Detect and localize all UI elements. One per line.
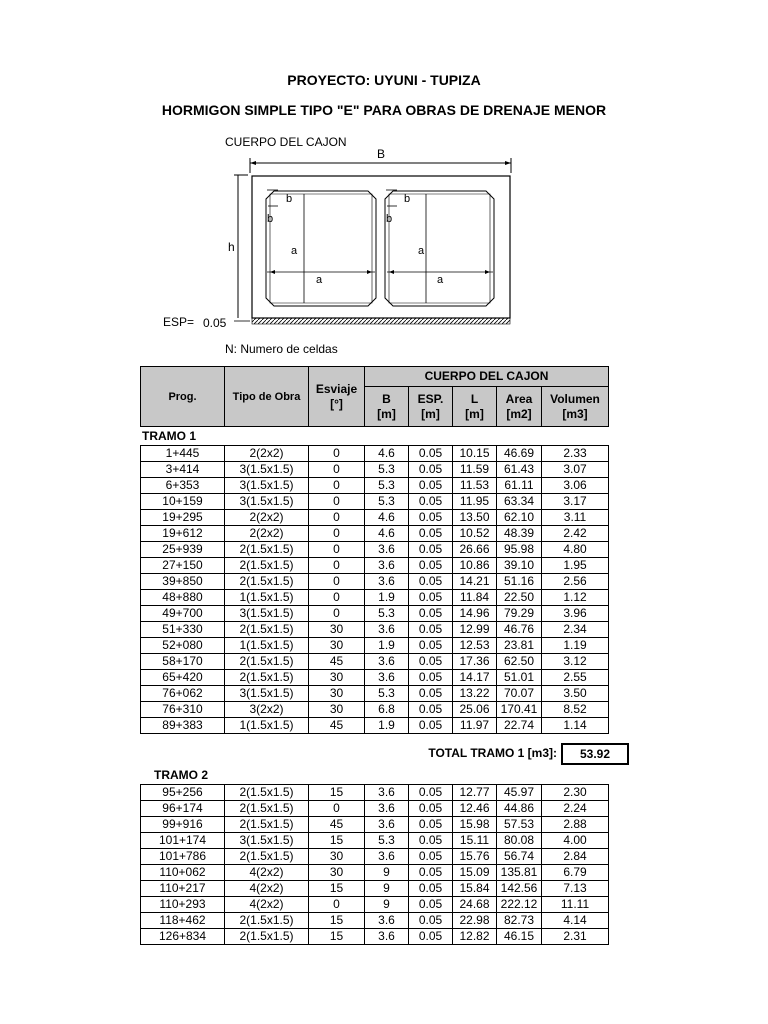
cell-tipo-obra: 2(1.5x1.5) bbox=[225, 558, 309, 574]
cell-esp: 0.05 bbox=[409, 686, 453, 702]
cell-b: 5.3 bbox=[365, 462, 409, 478]
cell-prog: 76+310 bbox=[141, 702, 225, 718]
cell-esp: 0.05 bbox=[409, 510, 453, 526]
cell-area: 62.50 bbox=[497, 654, 542, 670]
cell-esp: 0.05 bbox=[409, 718, 453, 734]
cell-l: 11.53 bbox=[453, 478, 497, 494]
cell-l: 12.99 bbox=[453, 622, 497, 638]
cell-esviaje: 0 bbox=[309, 897, 365, 913]
cell-volumen: 4.14 bbox=[542, 913, 609, 929]
cell-count-note: N: Numero de celdas bbox=[225, 342, 338, 356]
cell-prog: 58+170 bbox=[141, 654, 225, 670]
table-row bbox=[141, 686, 609, 702]
cell-volumen: 1.19 bbox=[542, 638, 609, 654]
cell-tipo-obra: 2(2x2) bbox=[225, 510, 309, 526]
cell-area: 62.10 bbox=[497, 510, 542, 526]
cell-area: 46.76 bbox=[497, 622, 542, 638]
table-row bbox=[141, 849, 609, 865]
cell-esviaje: 30 bbox=[309, 622, 365, 638]
cell-b: 3.6 bbox=[365, 785, 409, 801]
cell-b: 3.6 bbox=[365, 801, 409, 817]
esp-value: 0.05 bbox=[203, 316, 227, 330]
cell-tipo-obra: 4(2x2) bbox=[225, 897, 309, 913]
cell-l: 15.09 bbox=[453, 865, 497, 881]
cell-l: 15.98 bbox=[453, 817, 497, 833]
cell-area: 61.43 bbox=[497, 462, 542, 478]
cell-prog: 99+916 bbox=[141, 817, 225, 833]
cell-b: 3.6 bbox=[365, 929, 409, 945]
cell-esviaje: 30 bbox=[309, 686, 365, 702]
cell-esviaje: 0 bbox=[309, 462, 365, 478]
cell-prog: 49+700 bbox=[141, 606, 225, 622]
table-row bbox=[141, 462, 609, 478]
cell-area: 142.56 bbox=[497, 881, 542, 897]
header-esviaje: Esviaje [°] bbox=[309, 367, 365, 427]
cell-volumen: 1.14 bbox=[542, 718, 609, 734]
cell-prog: 101+786 bbox=[141, 849, 225, 865]
culvert-cell-2 bbox=[385, 191, 494, 306]
table-row bbox=[141, 881, 609, 897]
label-h-height: h bbox=[228, 240, 235, 254]
table-row bbox=[141, 558, 609, 574]
cell-esp: 0.05 bbox=[409, 542, 453, 558]
cell-area: 70.07 bbox=[497, 686, 542, 702]
cell-area: 46.15 bbox=[497, 929, 542, 945]
cell-area: 80.08 bbox=[497, 833, 542, 849]
cell-l: 11.84 bbox=[453, 590, 497, 606]
cell-volumen: 4.80 bbox=[542, 542, 609, 558]
cell-prog: 48+880 bbox=[141, 590, 225, 606]
cell-volumen: 3.11 bbox=[542, 510, 609, 526]
cell-area: 22.50 bbox=[497, 590, 542, 606]
cell-tipo-obra: 4(2x2) bbox=[225, 881, 309, 897]
cell-tipo-obra: 3(1.5x1.5) bbox=[225, 494, 309, 510]
cell-l: 15.11 bbox=[453, 833, 497, 849]
cell-prog: 126+834 bbox=[141, 929, 225, 945]
cell-prog: 1+445 bbox=[141, 446, 225, 462]
cell-esp: 0.05 bbox=[409, 881, 453, 897]
cell-l: 12.77 bbox=[453, 785, 497, 801]
cell-tipo-obra: 4(2x2) bbox=[225, 865, 309, 881]
cell-tipo-obra: 3(1.5x1.5) bbox=[225, 478, 309, 494]
cell-esviaje: 30 bbox=[309, 865, 365, 881]
cell-area: 48.39 bbox=[497, 526, 542, 542]
cell-l: 15.84 bbox=[453, 881, 497, 897]
table-row bbox=[141, 801, 609, 817]
cell-area: 57.53 bbox=[497, 817, 542, 833]
cell-volumen: 3.07 bbox=[542, 462, 609, 478]
diagram-caption: CUERPO DEL CAJON bbox=[225, 135, 347, 149]
cell-esviaje: 45 bbox=[309, 817, 365, 833]
cell-esviaje: 15 bbox=[309, 881, 365, 897]
total-tramo-1-label: TOTAL TRAMO 1 [m3]: bbox=[428, 746, 557, 760]
cell-volumen: 2.34 bbox=[542, 622, 609, 638]
cell-volumen: 2.84 bbox=[542, 849, 609, 865]
cell-esp: 0.05 bbox=[409, 654, 453, 670]
table-row bbox=[141, 606, 609, 622]
header-esp: ESP. [m] bbox=[409, 387, 453, 427]
cell-tipo-obra: 2(1.5x1.5) bbox=[225, 929, 309, 945]
cell-esp: 0.05 bbox=[409, 785, 453, 801]
cell-esp: 0.05 bbox=[409, 849, 453, 865]
cell-area: 45.97 bbox=[497, 785, 542, 801]
cell-b: 9 bbox=[365, 865, 409, 881]
cell-b: 4.6 bbox=[365, 446, 409, 462]
cell-tipo-obra: 3(2x2) bbox=[225, 702, 309, 718]
cell-b: 1.9 bbox=[365, 590, 409, 606]
cell-esviaje: 15 bbox=[309, 929, 365, 945]
cell-l: 14.21 bbox=[453, 574, 497, 590]
cell-esviaje: 0 bbox=[309, 494, 365, 510]
cell-l: 14.96 bbox=[453, 606, 497, 622]
cell-esp: 0.05 bbox=[409, 494, 453, 510]
cell-b: 3.6 bbox=[365, 849, 409, 865]
cell-area: 170.41 bbox=[497, 702, 542, 718]
cell-volumen: 2.33 bbox=[542, 446, 609, 462]
cell-l: 26.66 bbox=[453, 542, 497, 558]
cell-tipo-obra: 2(2x2) bbox=[225, 526, 309, 542]
cell-esp: 0.05 bbox=[409, 913, 453, 929]
cell-prog: 89+383 bbox=[141, 718, 225, 734]
cell-b: 3.6 bbox=[365, 913, 409, 929]
header-tipo-obra: Tipo de Obra bbox=[225, 367, 309, 427]
cell-b: 5.3 bbox=[365, 606, 409, 622]
cell-volumen: 1.95 bbox=[542, 558, 609, 574]
cell-volumen: 3.17 bbox=[542, 494, 609, 510]
cell-esp: 0.05 bbox=[409, 897, 453, 913]
table-row bbox=[141, 574, 609, 590]
cell-area: 51.16 bbox=[497, 574, 542, 590]
svg-text:a: a bbox=[437, 274, 444, 286]
cell-esviaje: 15 bbox=[309, 785, 365, 801]
table-row bbox=[141, 638, 609, 654]
cell-l: 13.22 bbox=[453, 686, 497, 702]
cell-area: 23.81 bbox=[497, 638, 542, 654]
cell-volumen: 4.00 bbox=[542, 833, 609, 849]
cell-esp: 0.05 bbox=[409, 833, 453, 849]
cell-b: 1.9 bbox=[365, 718, 409, 734]
cell-esviaje: 0 bbox=[309, 558, 365, 574]
cell-esviaje: 0 bbox=[309, 478, 365, 494]
cell-b: 3.6 bbox=[365, 817, 409, 833]
cell-volumen: 7.13 bbox=[542, 881, 609, 897]
cell-esviaje: 0 bbox=[309, 801, 365, 817]
cell-area: 51.01 bbox=[497, 670, 542, 686]
cell-l: 11.59 bbox=[453, 462, 497, 478]
table-header bbox=[140, 366, 609, 427]
cell-volumen: 2.55 bbox=[542, 670, 609, 686]
cell-area: 222.12 bbox=[497, 897, 542, 913]
cell-volumen: 2.42 bbox=[542, 526, 609, 542]
cell-b: 5.3 bbox=[365, 478, 409, 494]
cell-b: 3.6 bbox=[365, 558, 409, 574]
cell-volumen: 8.52 bbox=[542, 702, 609, 718]
cell-volumen: 6.79 bbox=[542, 865, 609, 881]
cell-area: 46.69 bbox=[497, 446, 542, 462]
cell-tipo-obra: 3(1.5x1.5) bbox=[225, 833, 309, 849]
cell-l: 13.50 bbox=[453, 510, 497, 526]
cell-tipo-obra: 2(1.5x1.5) bbox=[225, 801, 309, 817]
cell-esviaje: 45 bbox=[309, 654, 365, 670]
cell-volumen: 2.30 bbox=[542, 785, 609, 801]
cell-esp: 0.05 bbox=[409, 590, 453, 606]
cell-esviaje: 0 bbox=[309, 574, 365, 590]
cell-b: 3.6 bbox=[365, 574, 409, 590]
cell-area: 95.98 bbox=[497, 542, 542, 558]
total-tramo-1-value: 53.92 bbox=[561, 743, 629, 765]
label-esp: ESP= bbox=[163, 315, 195, 329]
cell-b: 3.6 bbox=[365, 670, 409, 686]
cell-tipo-obra: 2(1.5x1.5) bbox=[225, 654, 309, 670]
cell-prog: 19+295 bbox=[141, 510, 225, 526]
cell-esviaje: 45 bbox=[309, 718, 365, 734]
cell-b: 5.3 bbox=[365, 686, 409, 702]
cell-l: 24.68 bbox=[453, 897, 497, 913]
cell-b: 5.3 bbox=[365, 494, 409, 510]
cell-prog: 96+174 bbox=[141, 801, 225, 817]
cell-l: 12.46 bbox=[453, 801, 497, 817]
table-row bbox=[141, 702, 609, 718]
cell-l: 11.97 bbox=[453, 718, 497, 734]
cell-prog: 101+174 bbox=[141, 833, 225, 849]
cell-esviaje: 30 bbox=[309, 702, 365, 718]
table-row bbox=[141, 590, 609, 606]
cell-l: 14.17 bbox=[453, 670, 497, 686]
cell-b: 5.3 bbox=[365, 833, 409, 849]
cell-l: 17.36 bbox=[453, 654, 497, 670]
cell-area: 135.81 bbox=[497, 865, 542, 881]
cell-volumen: 11.11 bbox=[542, 897, 609, 913]
svg-text:b: b bbox=[386, 213, 393, 225]
cell-esp: 0.05 bbox=[409, 702, 453, 718]
cell-l: 12.53 bbox=[453, 638, 497, 654]
cell-volumen: 3.12 bbox=[542, 654, 609, 670]
cell-tipo-obra: 2(1.5x1.5) bbox=[225, 622, 309, 638]
cell-prog: 95+256 bbox=[141, 785, 225, 801]
table-row bbox=[141, 897, 609, 913]
cell-tipo-obra: 2(1.5x1.5) bbox=[225, 542, 309, 558]
table-row bbox=[141, 865, 609, 881]
cell-esp: 0.05 bbox=[409, 865, 453, 881]
header-b: B [m] bbox=[365, 387, 409, 427]
cell-tipo-obra: 2(1.5x1.5) bbox=[225, 670, 309, 686]
cell-area: 82.73 bbox=[497, 913, 542, 929]
table-row bbox=[141, 670, 609, 686]
cell-esviaje: 30 bbox=[309, 670, 365, 686]
label-b-chamfer: b bbox=[286, 193, 293, 205]
cell-esp: 0.05 bbox=[409, 622, 453, 638]
cell-area: 22.74 bbox=[497, 718, 542, 734]
table-row bbox=[141, 478, 609, 494]
cell-volumen: 2.24 bbox=[542, 801, 609, 817]
header-area: Area [m2] bbox=[497, 387, 542, 427]
cell-prog: 110+062 bbox=[141, 865, 225, 881]
cell-esp: 0.05 bbox=[409, 606, 453, 622]
table-row bbox=[141, 718, 609, 734]
cell-esp: 0.05 bbox=[409, 670, 453, 686]
label-b-width: B bbox=[377, 147, 386, 161]
cell-l: 10.15 bbox=[453, 446, 497, 462]
cell-prog: 110+293 bbox=[141, 897, 225, 913]
cell-esp: 0.05 bbox=[409, 638, 453, 654]
cell-esviaje: 0 bbox=[309, 510, 365, 526]
cell-area: 44.86 bbox=[497, 801, 542, 817]
cell-esp: 0.05 bbox=[409, 574, 453, 590]
culvert-base-slab bbox=[252, 318, 510, 324]
cell-tipo-obra: 2(2x2) bbox=[225, 446, 309, 462]
cell-area: 56.74 bbox=[497, 849, 542, 865]
cell-l: 10.86 bbox=[453, 558, 497, 574]
cell-b: 1.9 bbox=[365, 638, 409, 654]
cell-b: 3.6 bbox=[365, 654, 409, 670]
table-row bbox=[141, 494, 609, 510]
cell-esviaje: 0 bbox=[309, 542, 365, 558]
cell-esviaje: 0 bbox=[309, 606, 365, 622]
cell-esp: 0.05 bbox=[409, 929, 453, 945]
cell-esp: 0.05 bbox=[409, 817, 453, 833]
table-row bbox=[141, 785, 609, 801]
svg-text:a: a bbox=[418, 245, 425, 257]
cell-area: 61.11 bbox=[497, 478, 542, 494]
cell-volumen: 3.50 bbox=[542, 686, 609, 702]
tramo-1-table bbox=[140, 445, 609, 734]
cell-esviaje: 0 bbox=[309, 526, 365, 542]
cell-esviaje: 30 bbox=[309, 638, 365, 654]
cell-tipo-obra: 3(1.5x1.5) bbox=[225, 686, 309, 702]
cell-b: 3.6 bbox=[365, 622, 409, 638]
cell-esp: 0.05 bbox=[409, 558, 453, 574]
cell-prog: 51+330 bbox=[141, 622, 225, 638]
cell-l: 11.95 bbox=[453, 494, 497, 510]
cell-esviaje: 15 bbox=[309, 913, 365, 929]
project-title: PROYECTO: UYUNI - TUPIZA bbox=[287, 72, 481, 88]
cell-prog: 76+062 bbox=[141, 686, 225, 702]
cell-esp: 0.05 bbox=[409, 526, 453, 542]
cell-volumen: 1.12 bbox=[542, 590, 609, 606]
cell-prog: 27+150 bbox=[141, 558, 225, 574]
cell-b: 3.6 bbox=[365, 542, 409, 558]
cell-b: 4.6 bbox=[365, 526, 409, 542]
cell-volumen: 3.06 bbox=[542, 478, 609, 494]
cell-tipo-obra: 2(1.5x1.5) bbox=[225, 785, 309, 801]
cell-area: 79.29 bbox=[497, 606, 542, 622]
label-a-height: a bbox=[291, 245, 298, 257]
table-row bbox=[141, 654, 609, 670]
cell-volumen: 2.31 bbox=[542, 929, 609, 945]
header-l: L [m] bbox=[453, 387, 497, 427]
cell-esviaje: 0 bbox=[309, 590, 365, 606]
document-subtitle: HORMIGON SIMPLE TIPO "E" PARA OBRAS DE DRENAJE MENOR bbox=[161, 102, 607, 118]
cell-l: 15.76 bbox=[453, 849, 497, 865]
cell-volumen: 2.88 bbox=[542, 817, 609, 833]
label-a-width: a bbox=[316, 274, 323, 286]
cell-area: 39.10 bbox=[497, 558, 542, 574]
box-culvert-diagram bbox=[150, 128, 530, 364]
tramo-2-table bbox=[140, 784, 609, 945]
cell-area: 63.34 bbox=[497, 494, 542, 510]
cell-tipo-obra: 1(1.5x1.5) bbox=[225, 590, 309, 606]
cell-b: 9 bbox=[365, 881, 409, 897]
cell-tipo-obra: 1(1.5x1.5) bbox=[225, 638, 309, 654]
cell-prog: 6+353 bbox=[141, 478, 225, 494]
table-row bbox=[141, 817, 609, 833]
table-row bbox=[141, 542, 609, 558]
svg-text:b: b bbox=[404, 193, 411, 205]
table-row bbox=[141, 913, 609, 929]
cell-tipo-obra: 1(1.5x1.5) bbox=[225, 718, 309, 734]
cell-tipo-obra: 3(1.5x1.5) bbox=[225, 462, 309, 478]
cell-prog: 25+939 bbox=[141, 542, 225, 558]
cell-prog: 39+850 bbox=[141, 574, 225, 590]
table-row bbox=[141, 510, 609, 526]
header-prog: Prog. bbox=[141, 367, 225, 427]
cell-tipo-obra: 3(1.5x1.5) bbox=[225, 606, 309, 622]
svg-text:b: b bbox=[267, 213, 274, 225]
cell-tipo-obra: 2(1.5x1.5) bbox=[225, 913, 309, 929]
cell-prog: 110+217 bbox=[141, 881, 225, 897]
cell-tipo-obra: 2(1.5x1.5) bbox=[225, 849, 309, 865]
cell-prog: 10+159 bbox=[141, 494, 225, 510]
cell-esviaje: 30 bbox=[309, 849, 365, 865]
header-cuerpo-cajon: CUERPO DEL CAJON bbox=[365, 367, 609, 387]
cell-prog: 3+414 bbox=[141, 462, 225, 478]
tramo-2-label: TRAMO 2 bbox=[154, 768, 208, 782]
culvert-cell-1 bbox=[266, 191, 376, 306]
cell-l: 12.82 bbox=[453, 929, 497, 945]
cell-tipo-obra: 2(1.5x1.5) bbox=[225, 574, 309, 590]
table-row bbox=[141, 929, 609, 945]
cell-b: 9 bbox=[365, 897, 409, 913]
cell-tipo-obra: 2(1.5x1.5) bbox=[225, 817, 309, 833]
cell-prog: 52+080 bbox=[141, 638, 225, 654]
cell-prog: 19+612 bbox=[141, 526, 225, 542]
cell-esp: 0.05 bbox=[409, 462, 453, 478]
cell-b: 4.6 bbox=[365, 510, 409, 526]
table-row bbox=[141, 622, 609, 638]
header-volumen: Volumen [m3] bbox=[542, 387, 609, 427]
cell-b: 6.8 bbox=[365, 702, 409, 718]
cell-esp: 0.05 bbox=[409, 446, 453, 462]
cell-prog: 65+420 bbox=[141, 670, 225, 686]
cell-volumen: 2.56 bbox=[542, 574, 609, 590]
cell-esviaje: 15 bbox=[309, 833, 365, 849]
cell-l: 22.98 bbox=[453, 913, 497, 929]
tramo-1-label: TRAMO 1 bbox=[142, 429, 196, 443]
cell-esp: 0.05 bbox=[409, 478, 453, 494]
cell-volumen: 3.96 bbox=[542, 606, 609, 622]
cell-prog: 118+462 bbox=[141, 913, 225, 929]
cell-l: 10.52 bbox=[453, 526, 497, 542]
cell-esviaje: 0 bbox=[309, 446, 365, 462]
table-row bbox=[141, 526, 609, 542]
cell-l: 25.06 bbox=[453, 702, 497, 718]
table-row bbox=[141, 446, 609, 462]
cell-esp: 0.05 bbox=[409, 801, 453, 817]
table-row bbox=[141, 833, 609, 849]
